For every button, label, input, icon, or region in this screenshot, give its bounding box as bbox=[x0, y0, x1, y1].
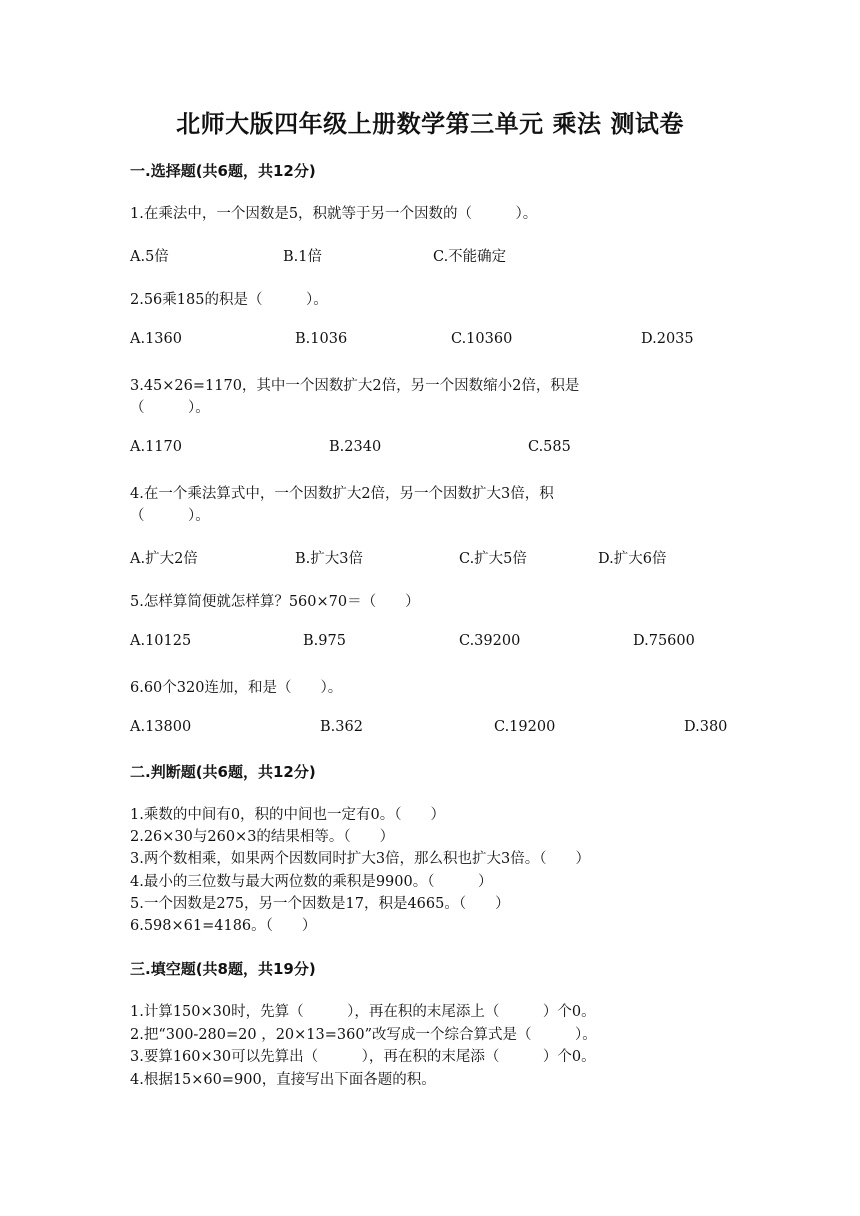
question-text-continued: （ ）。 bbox=[130, 400, 210, 416]
list-item: 2.把“300-280=20 ，20×13=360”改写成一个综合算式是（ ）。 bbox=[130, 1027, 597, 1043]
list-item: 1.计算150×30时，先算（ ），再在积的末尾添上（ ）个0。 bbox=[130, 1004, 596, 1020]
option: B.362 bbox=[320, 719, 363, 735]
list-item: 4.最小的三位数与最大两位数的乘积是9900。（ ） bbox=[130, 874, 493, 890]
option: A.13800 bbox=[130, 719, 192, 735]
question-text: 1.在乘法中，一个因数是5，积就等于另一个因数的（ ）。 bbox=[130, 206, 538, 222]
option: A.5倍 bbox=[130, 249, 169, 265]
option: C.扩大5倍 bbox=[459, 551, 527, 567]
list-item: 3.要算160×30可以先算出（ ），再在积的末尾添（ ）个0。 bbox=[130, 1049, 596, 1065]
option: C.585 bbox=[528, 439, 571, 455]
list-item: 4.根据15×60=900，直接写出下面各题的积。 bbox=[130, 1072, 436, 1088]
option: D.2035 bbox=[641, 331, 694, 347]
option: D.75600 bbox=[633, 633, 695, 649]
option: B.1036 bbox=[295, 331, 348, 347]
list-item: 3.两个数相乘，如果两个因数同时扩大3倍，那么积也扩大3倍。（ ） bbox=[130, 851, 591, 867]
option: D.380 bbox=[684, 719, 728, 735]
option: C.不能确定 bbox=[433, 249, 507, 265]
option: A.1170 bbox=[130, 439, 182, 455]
option: A.10125 bbox=[130, 633, 192, 649]
option: B.2340 bbox=[329, 439, 382, 455]
question-text: 4.在一个乘法算式中，一个因数扩大2倍，另一个因数扩大3倍，积 bbox=[130, 486, 554, 502]
option: A.扩大2倍 bbox=[130, 551, 198, 567]
section-heading-judgment: 二.判断题(共6题，共12分) bbox=[130, 763, 316, 781]
question-text: 2.56乘185的积是（ ）。 bbox=[130, 292, 328, 308]
option: C.19200 bbox=[494, 719, 556, 735]
option: C.10360 bbox=[451, 331, 513, 347]
question-text: 5.怎样算简便就怎样算？560×70＝（ ） bbox=[130, 594, 420, 610]
question-text: 3.45×26=1170，其中一个因数扩大2倍，另一个因数缩小2倍，积是 bbox=[130, 378, 580, 394]
exam-title: 北师大版四年级上册数学第三单元 乘法 测试卷 bbox=[176, 110, 684, 138]
section-heading-choice: 一.选择题(共6题，共12分) bbox=[130, 162, 316, 180]
list-item: 1.乘数的中间有0，积的中间也一定有0。（ ） bbox=[130, 807, 446, 823]
option: C.39200 bbox=[459, 633, 521, 649]
list-item: 6.598×61=4186。（ ） bbox=[130, 918, 317, 934]
option: B.扩大3倍 bbox=[295, 551, 363, 567]
option: D.扩大6倍 bbox=[598, 551, 667, 567]
option: B.1倍 bbox=[283, 249, 322, 265]
question-text: 6.60个320连加，和是（ ）。 bbox=[130, 680, 343, 696]
question-text-continued: （ ）。 bbox=[130, 508, 210, 524]
list-item: 2.26×30与260×3的结果相等。（ ） bbox=[130, 829, 395, 845]
option: A.1360 bbox=[130, 331, 182, 347]
option: B.975 bbox=[303, 633, 346, 649]
list-item: 5.一个因数是275，另一个因数是17，积是4665。（ ） bbox=[130, 896, 510, 912]
section-heading-fill-in: 三.填空题(共8题，共19分) bbox=[130, 960, 316, 978]
